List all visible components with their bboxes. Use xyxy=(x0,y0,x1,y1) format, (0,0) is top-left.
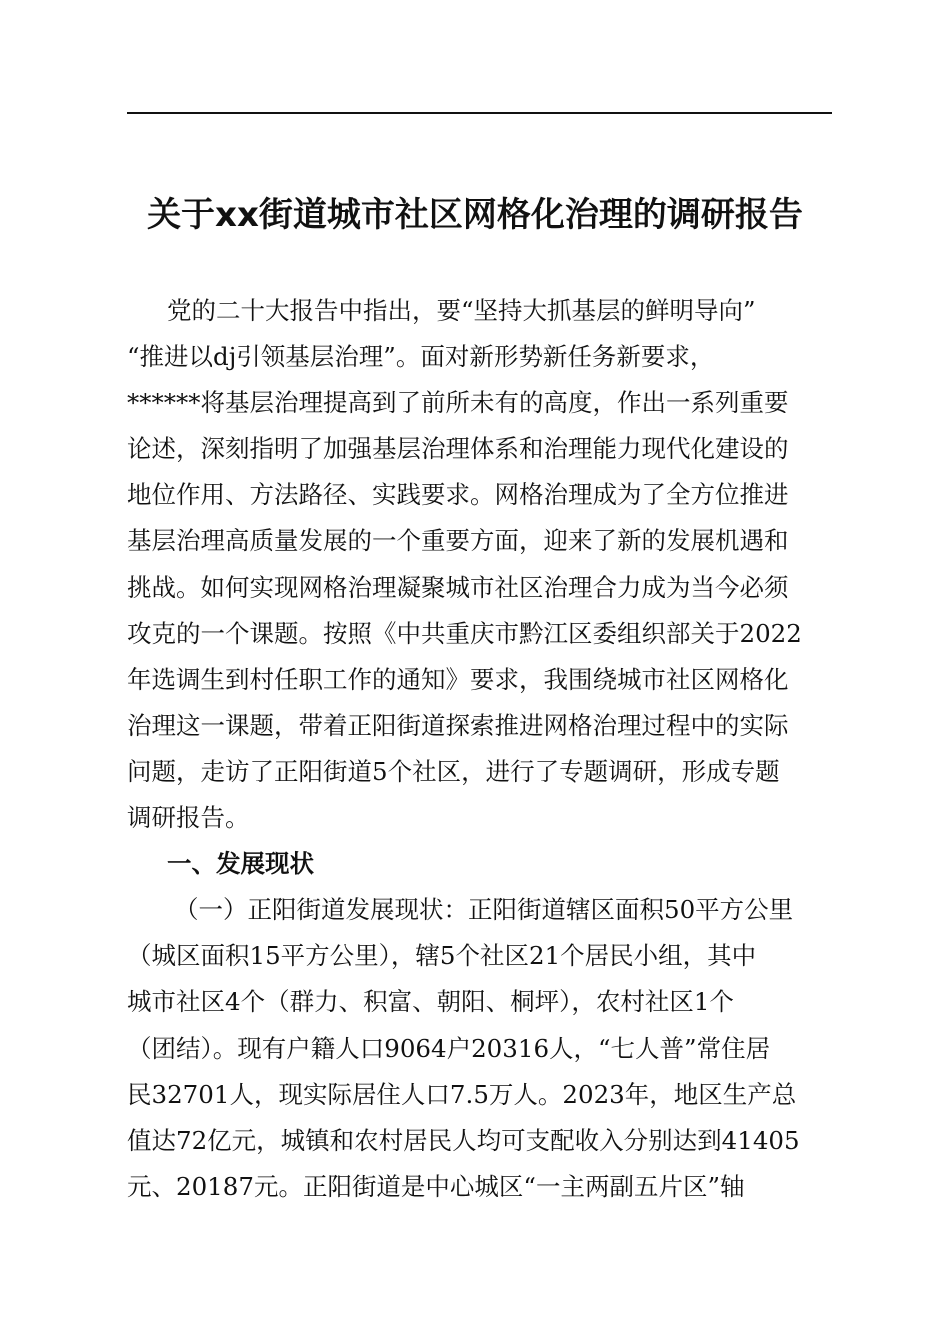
paragraph-line: 论述，深刻指明了加强基层治理体系和治理能力现代化建设的 xyxy=(127,434,789,464)
section-heading: 一、发展现状 xyxy=(167,849,314,879)
paragraph-line: （城区面积15平方公里），辖5个社区21个居民小组，其中 xyxy=(127,941,757,971)
paragraph-line: 基层治理高质量发展的一个重要方面，迎来了新的发展机遇和 xyxy=(127,526,789,556)
paragraph-line: 问题，走访了正阳街道5个社区，进行了专题调研，形成专题 xyxy=(127,756,780,786)
paragraph-line: ******将基层治理提高到了前所未有的高度，作出一系列重要 xyxy=(127,388,789,418)
paragraph-line: （一）正阳街道发展现状：正阳街道辖区面积50平方公里 xyxy=(174,895,794,925)
paragraph-line: “推进以dj引领基层治理”。面对新形势新任务新要求， xyxy=(127,342,715,372)
paragraph-line: 地位作用、方法路径、实践要求。网格治理成为了全方位推进 xyxy=(127,480,789,510)
paragraph-line: 挑战。如何实现网格治理凝聚城市社区治理合力成为当今必须 xyxy=(127,572,789,602)
document-body xyxy=(127,288,827,1210)
paragraph-line: 党的二十大报告中指出，要“坚持大抓基层的鲜明导向” xyxy=(167,296,756,325)
paragraph-line: 调研报告。 xyxy=(127,803,250,833)
paragraph-line: 值达72亿元，城镇和农村居民人均可支配收入分别达到41405 xyxy=(127,1125,800,1155)
paragraph-line: 攻克的一个课题。按照《中共重庆市黔江区委组织部关于2022 xyxy=(127,618,802,648)
paragraph-line: 元、20187元。正阳街道是中心城区“一主两副五片区”轴 xyxy=(127,1171,745,1201)
paragraph-line: （团结）。现有户籍人口9064户20316人，“七人普”常住居 xyxy=(127,1033,771,1063)
header-rule xyxy=(127,112,832,114)
paragraph-line: 民32701人，现实际居住人口7.5万人。2023年，地区生产总 xyxy=(127,1079,797,1109)
paragraph-line: 治理这一课题，带着正阳街道探索推进网格治理过程中的实际 xyxy=(127,710,789,740)
paragraph-line: 年选调生到村任职工作的通知》要求，我围绕城市社区网格化 xyxy=(127,664,789,694)
document-title: 关于xx街道城市社区网格化治理的调研报告 xyxy=(147,195,803,235)
paragraph-line: 城市社区4个（群力、积富、朝阳、桐坪），农村社区1个 xyxy=(127,987,734,1017)
